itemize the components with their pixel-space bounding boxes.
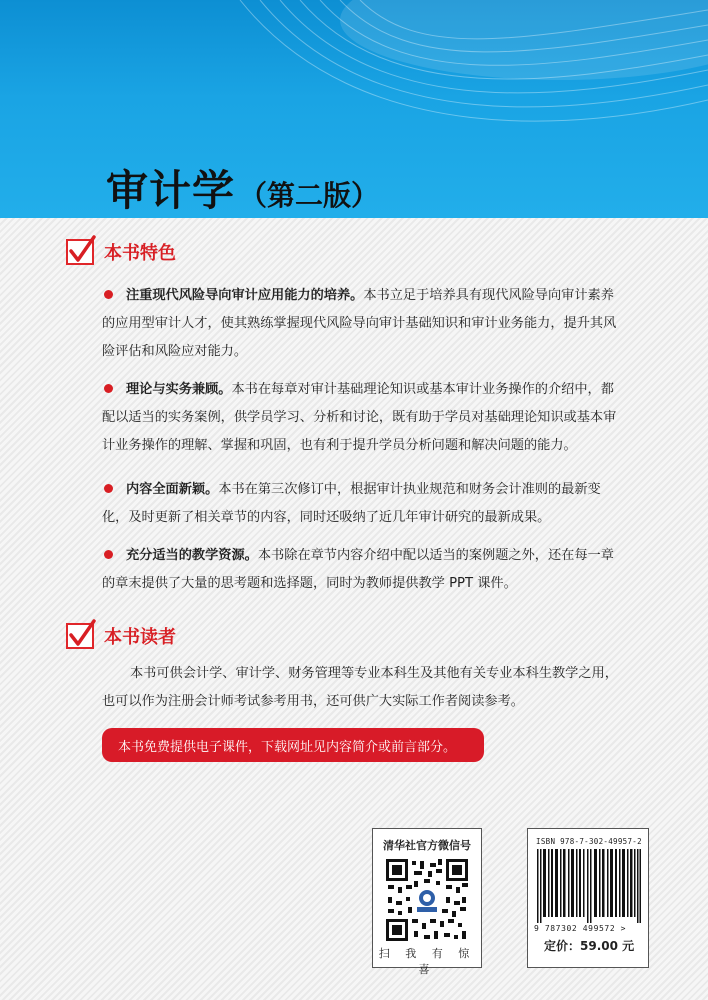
title-main: 审计学 <box>106 166 236 215</box>
feature-item-2: 理论与实务兼顾。本书在每章对审计基础理论知识或基本审计业务操作的介绍中，都配以适当的实务案例，供学员学习、分析和讨论，既有助于学员对基础理论知识或基本审计业务操作的理解、掌握和巩固，也有利于提升学员分析问题和解决问题的能力。 <box>102 382 617 453</box>
qr-footer: 扫 我 有 惊 喜 <box>378 947 476 976</box>
feature-item-3: 内容全面新颖。本书在第三次修订中，根据审计执业规范和财务会计准则的最新变化，及时更新了相关章节的内容，同时还吸纳了近几年审计研究的最新成果。 <box>102 482 601 525</box>
readers-heading <box>66 620 176 652</box>
isbn-box <box>527 828 649 968</box>
checkmark-icon <box>66 239 94 265</box>
readers-text: 本书可供会计学、审计学、财务管理等专业本科生及其他有关专业本科生教学之用，也可以作为注册会计师考试参考用书，还可供广大实际工作者阅读参考。 <box>102 666 618 709</box>
features-heading <box>66 236 176 268</box>
courseware-banner: 本书免费提供电子课件，下载网址见内容简介或前言部分。 <box>102 728 484 762</box>
book-title <box>106 158 379 218</box>
qr-code-icon <box>384 857 470 943</box>
checkmark-icon <box>66 623 94 649</box>
cover-header-band <box>0 0 708 218</box>
title-edition: （第二版） <box>239 179 380 212</box>
feature-item-1: 注重现代风险导向审计应用能力的培养。本书立足于培养具有现代风险导向审计素养的应用型审计人才，使其熟练掌握现代风险导向审计基础知识和审计业务能力，提升其风险评估和风险应对能力。 <box>102 288 617 359</box>
wechat-qr-box <box>372 828 482 976</box>
isbn-digits: 9 787302 499572 > <box>534 924 627 933</box>
price-label: 定价：59.00 元 <box>544 939 635 953</box>
bullet-icon <box>104 384 113 393</box>
feature-item-4: 充分适当的教学资源。本书除在章节内容介绍中配以适当的案例题之外，还在每一章的章末提供了大量的思考题和选择题，同时为教师提供教学 PPT 课件。 <box>102 548 614 591</box>
qr-caption: 清华社官方微信号 <box>383 839 471 852</box>
bullet-icon <box>104 290 113 299</box>
readers-title: 本书读者 <box>104 627 176 648</box>
bullet-icon <box>104 550 113 559</box>
features-title: 本书特色 <box>104 243 176 264</box>
barcode-icon <box>537 849 641 923</box>
bullet-icon <box>104 484 113 493</box>
isbn-text: ISBN 978-7-302-49957-2 <box>536 837 642 846</box>
